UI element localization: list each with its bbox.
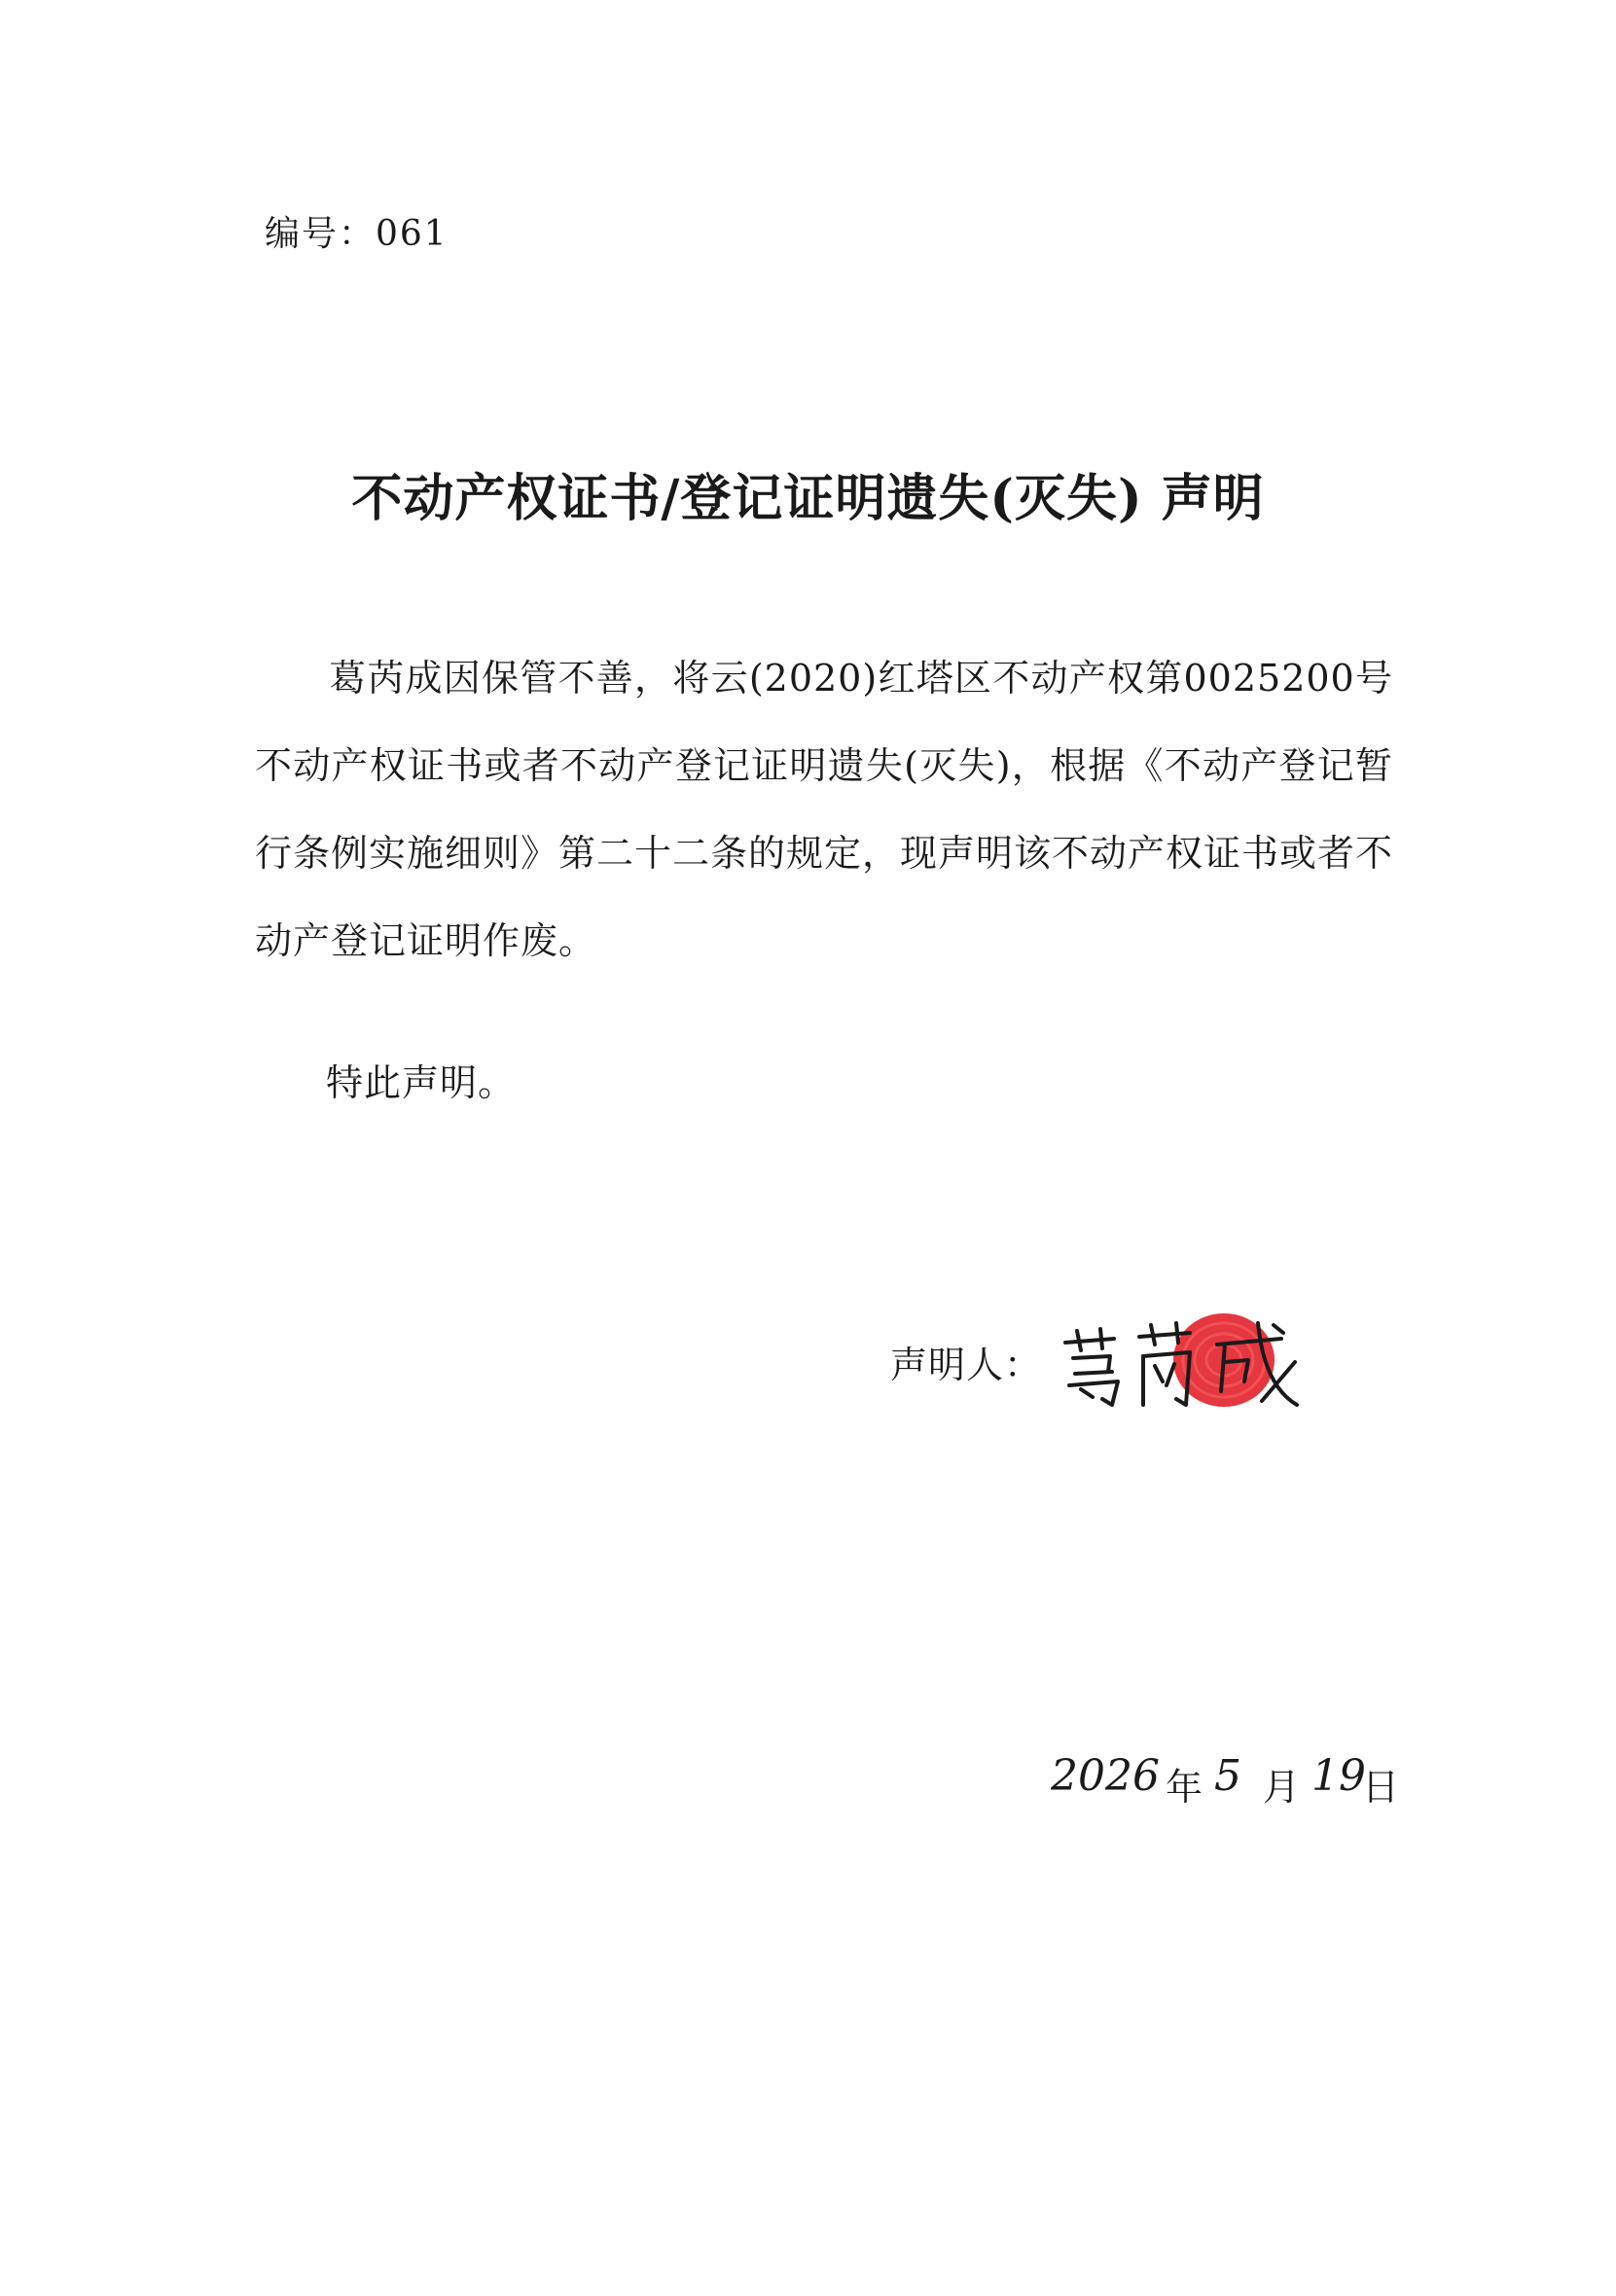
date-day: 19 [1311,1751,1366,1801]
declarant-label: 声明人： [890,1344,1043,1386]
document-title: 不动产权证书/登记证明遗失(灭失) 声明 [351,469,1265,528]
closing-statement: 特此声明。 [326,1061,517,1104]
date-day-unit: 日 [1362,1766,1400,1809]
document-number: 编号：061 [265,214,449,254]
date-year: 2026 [1051,1751,1160,1801]
signature-seal [1054,1304,1346,1420]
date-year-unit: 年 [1166,1766,1203,1809]
date-month-unit: 月 [1263,1766,1301,1809]
declaration-date [1041,1751,1430,1819]
date-month: 5 [1214,1751,1241,1801]
signature-block [890,1304,1338,1420]
declaration-paragraph: 葛芮成因保管不善，将云(2020)红塔区不动产权第0025200号不动产权证书或者不动产登记证明遗失(灭失)，根据《不动产登记暂行条例实施细则》第二十二条的规定，现声明该不动产权证书或者不动产登记证明作废。 [255,657,1394,962]
